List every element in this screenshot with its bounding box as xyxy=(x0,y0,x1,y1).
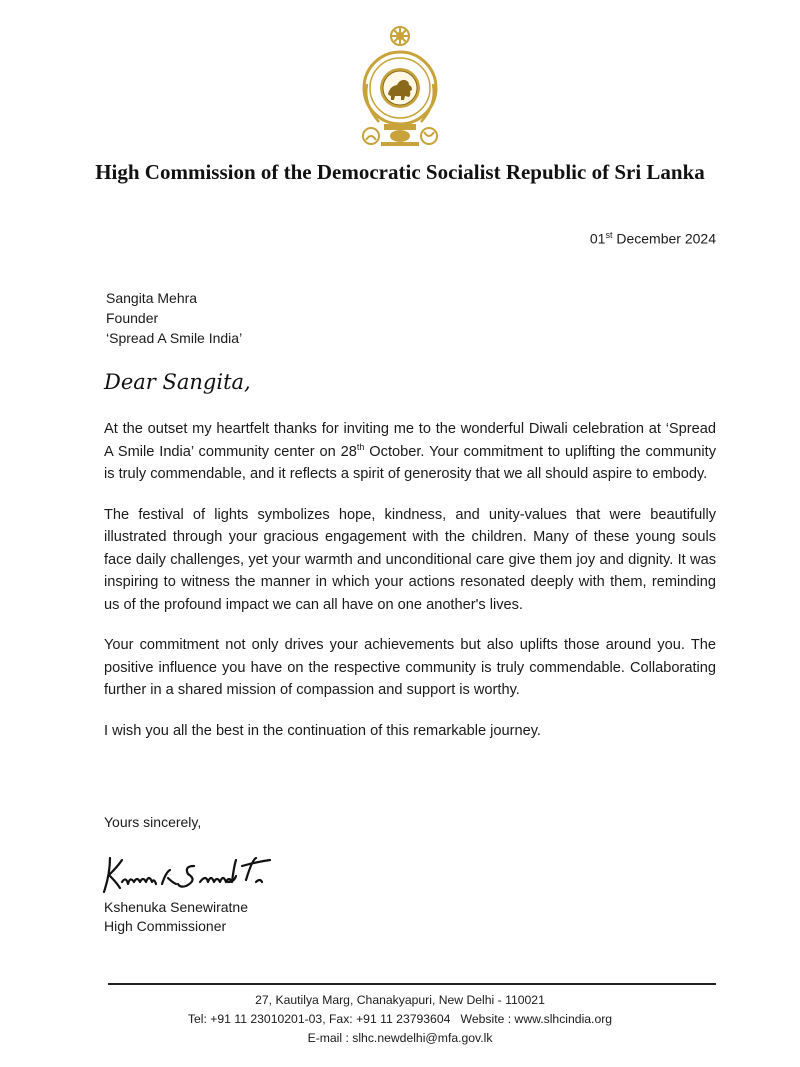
footer xyxy=(0,991,800,1048)
paragraph-2: The festival of lights symbolizes hope, kindness, and unity-values that were beautifully illustrated through your gracious engagement with the children. Many of these young souls face daily challenges, yet your warmth and unconditional care give them joy and dignity. It was inspiring to witness the manner in which your actions resonated deeply with them, reminding us of the profound impact we can all have on one another's lives. xyxy=(104,506,716,613)
paragraph-3: Your commitment not only drives your achievements but also uplifts those around you. The positive influence you have on the respective community is truly commendable. Collaborating further in a shared mission of compassion and support is worthy. xyxy=(104,637,716,698)
recipient-name: Sangita Mehra xyxy=(106,290,198,306)
footer-email: E-mail : slhc.newdelhi@mfa.gov.lk xyxy=(307,1031,493,1045)
footer-contact: Tel: +91 11 23010201-03, Fax: +91 11 23793604 Website : www.slhcindia.org xyxy=(187,1012,613,1026)
footer-divider xyxy=(108,983,716,985)
paragraph-1-part-b: October. Your commitment to uplifting the community is truly commendable, and it reflects a spirit of generosity that we all should aspire to embody. xyxy=(104,443,716,482)
footer-address: 27, Kautilya Marg, Chanakyapuri, New Delhi - 110021 xyxy=(255,993,545,1007)
recipient-organization: ‘Spread A Smile India’ xyxy=(106,330,243,346)
handwritten-signature xyxy=(96,852,296,898)
signer-name: Kshenuka Senewiratne xyxy=(104,899,248,915)
recipient-role: Founder xyxy=(106,310,159,326)
date-suffix: st xyxy=(605,230,613,240)
closing: Yours sincerely, xyxy=(104,814,202,830)
paragraph-1 xyxy=(104,418,716,486)
paragraph-1-part-a: At the outset my heartfelt thanks for inviting me to the wonderful Diwali celebration at ‘Spread A Smile India’ community center on 28 xyxy=(104,421,716,460)
date-month-year: December 2024 xyxy=(612,230,716,247)
sri-lanka-coat-of-arms-icon xyxy=(357,24,443,148)
recipient-block xyxy=(106,288,242,348)
letter-date xyxy=(590,230,716,247)
paragraph-4: I wish you all the best in the continuation of this remarkable journey. xyxy=(104,722,541,739)
letterhead-title: High Commission of the Democratic Socialist Republic of Sri Lanka xyxy=(95,160,705,184)
signer-block xyxy=(104,898,248,936)
date-day: 01 xyxy=(589,230,606,247)
paragraph-1-ordinal: th xyxy=(356,441,365,452)
signer-title: High Commissioner xyxy=(104,918,227,934)
salutation: Dear Sangita, xyxy=(104,370,251,394)
letter-body xyxy=(104,418,716,760)
